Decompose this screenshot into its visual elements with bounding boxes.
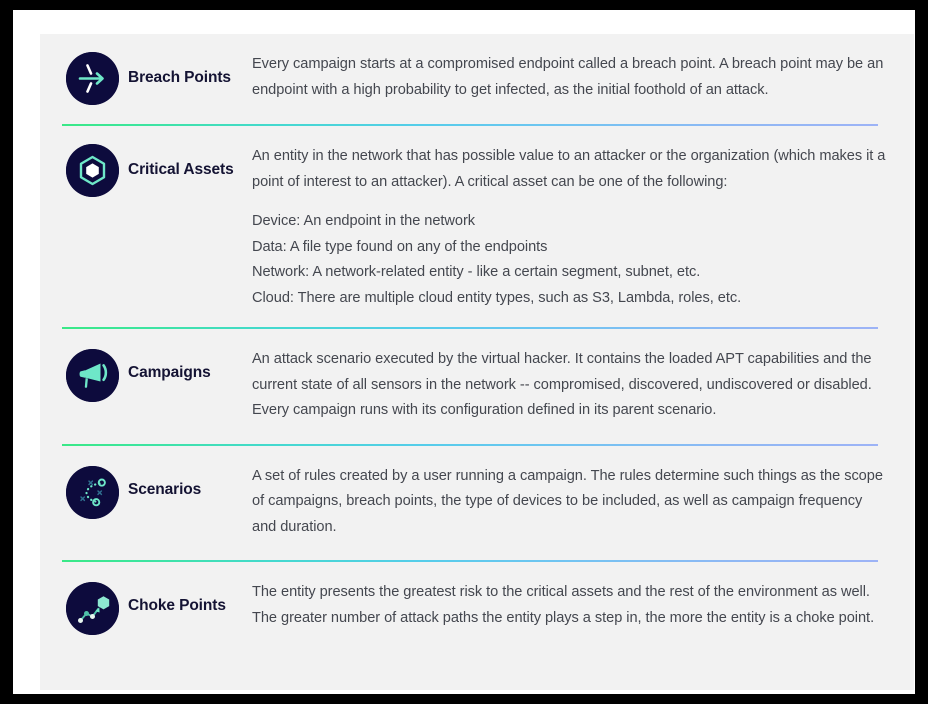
list-item: Cloud: There are multiple cloud entity types, such as S3, Lambda, roles, etc. [252,289,742,306]
entry-body-cell-choke-points [252,580,914,631]
glossary-row-choke-points [40,562,914,655]
entry-title-choke-points: Choke Points [128,597,226,614]
entry-body-cell-scenarios [252,464,914,541]
hexagon-asset-icon [66,144,119,197]
choke-node-graph-icon [66,582,119,635]
entry-body-critical-assets: An entity in the network that has possible value to an attacker or the organization (which makes it a point of interest to an attacker). A critical asset can be one of the following: [252,148,886,190]
icon-cell-scenarios [40,464,128,519]
glossary-row-breach-points [40,34,914,124]
dotted-path-icon [66,466,119,519]
entry-title-scenarios: Scenarios [128,480,202,498]
glossary-panel [40,34,914,690]
megaphone-icon [66,349,119,402]
icon-cell-choke-points [40,580,128,635]
icon-cell-breach-points [40,52,128,105]
critical-asset-type-list [252,209,886,311]
entry-title-breach-points: Breach Points [128,69,231,86]
list-item: Data: A file type found on any of the endpoints [252,238,548,255]
icon-cell-campaigns [40,347,128,402]
list-item: Device: An endpoint in the network [252,213,476,229]
glossary-row-scenarios [40,446,914,561]
entry-body-cell-campaigns [252,347,914,424]
glossary-rows [40,34,914,655]
entry-body-campaigns: An attack scenario executed by the virtual hacker. It contains the loaded APT capabilities and the current state of all sensors in the network -- compromised, discovered, undiscovered or disabled. Every campaign runs with its configuration defined in its parent scenario. [252,351,872,418]
white-mat [13,10,915,694]
entry-body-cell-breach-points [252,52,914,103]
entry-body-scenarios: A set of rules created by a user running a campaign. The rules determine such things as the scope of campaigns, breach points, the type of devices to be included, as well as campaign frequency and duration. [252,467,883,535]
breach-arrow-icon [66,52,119,105]
list-item: Network: A network-related entity - like a certain segment, subnet, etc. [252,264,701,280]
entry-body-choke-points: The entity presents the greatest risk to the critical assets and the rest of the environment as well. The greater number of attack paths the entity plays a step in, the more the entity is a choke point. [252,584,875,626]
entry-title-campaigns: Campaigns [128,364,211,381]
entry-title-critical-assets: Critical Assets [128,161,234,178]
entry-body-cell-critical-assets [252,144,914,311]
entry-body-breach-points: Every campaign starts at a compromised endpoint called a breach point. A breach point may be an endpoint with a high probability to get infected, as the initial foothold of an attack. [252,56,884,98]
glossary-row-campaigns [40,329,914,444]
glossary-row-critical-assets [40,126,914,327]
icon-cell-critical-assets [40,144,128,197]
